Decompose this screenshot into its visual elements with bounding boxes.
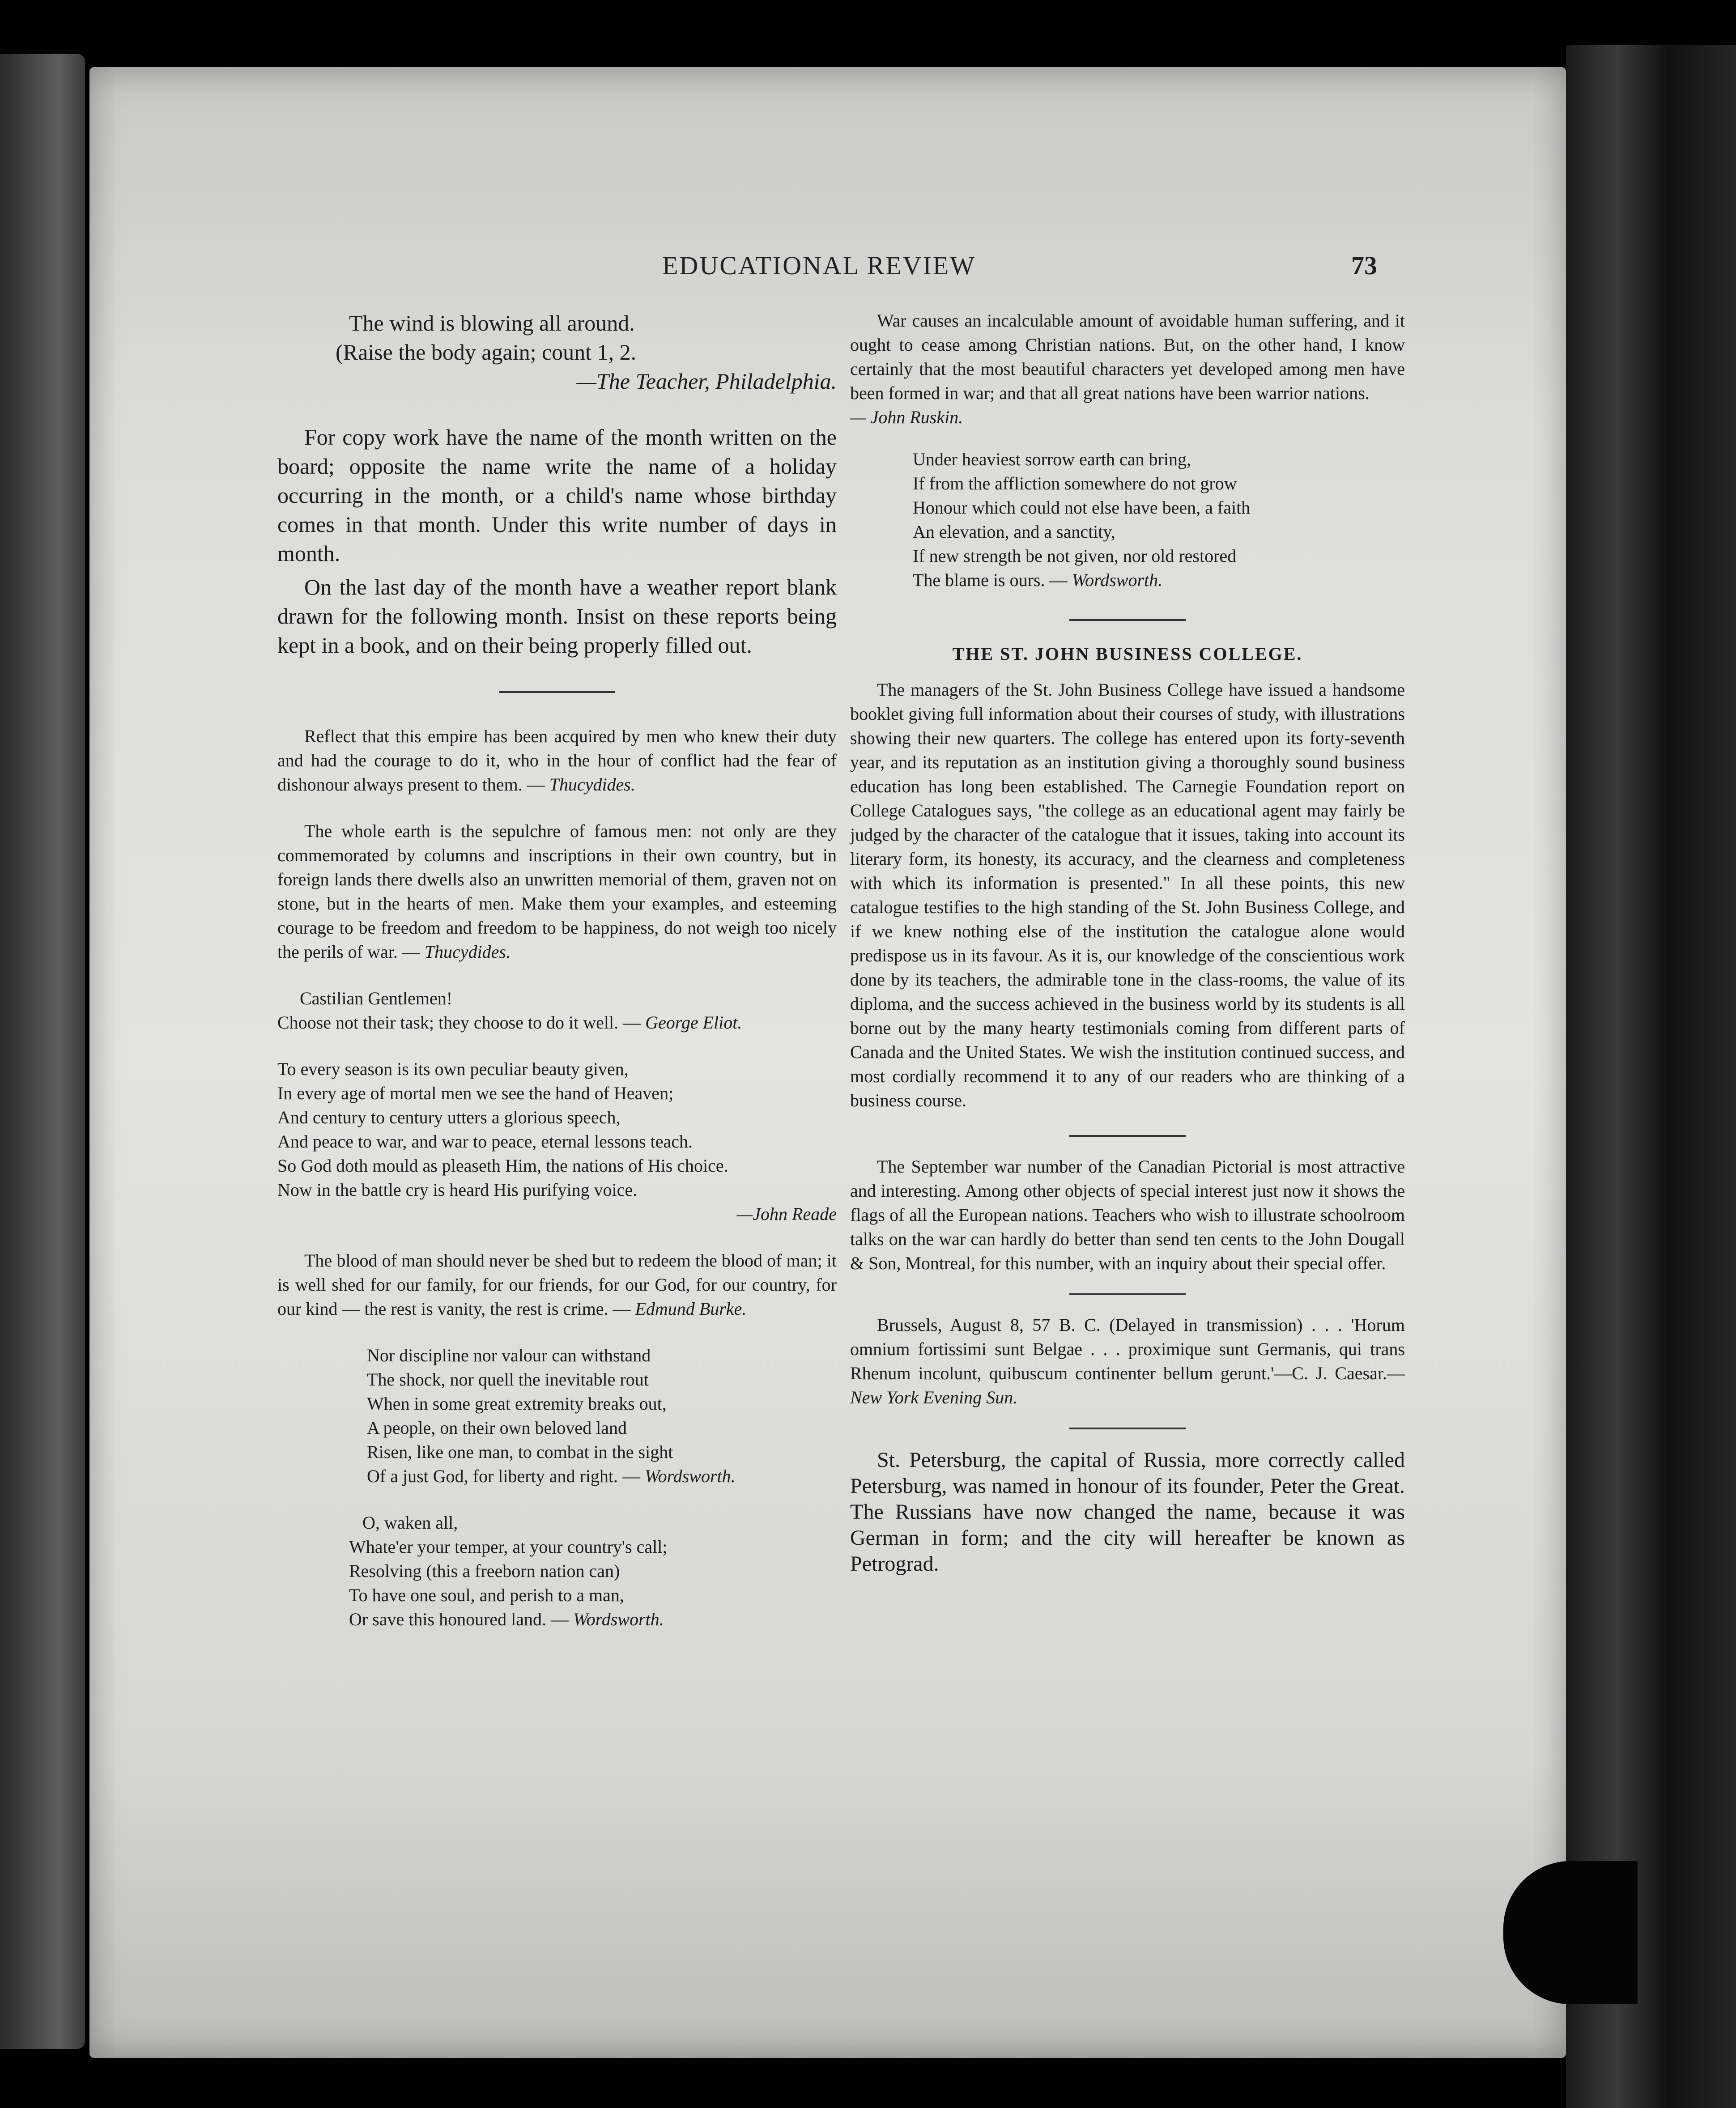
verse-line: In every age of mortal men we see the hand of Heaven;: [277, 1083, 674, 1103]
verse-line: Honour which could not else have been, a faith: [913, 497, 1251, 518]
thucydides-quote-2: [277, 819, 837, 964]
verse-line: Now in the battle cry is heard His purifying voice.: [277, 1180, 638, 1200]
paragraph-text: Brussels, August 8, 57 B. C. (Delayed in transmission) . . . 'Horum omnium fortissimi sunt Belgae . . . proximique sunt Germanis, qui trans Rhenum incolunt, quibuscum continenter bellum gerunt.'—C. J. Caesar.—: [850, 1315, 1405, 1383]
quote-text: Reflect that this empire has been acquired by men who knew their duty and had the courage to do it, who in the hour of conflict had the fear of dishonour always present to them. —: [277, 726, 837, 795]
verse-text: Of a just God, for liberty and right. —: [367, 1466, 640, 1486]
george-eliot-quote: [277, 986, 837, 1035]
divider: [1069, 1428, 1186, 1429]
wordsworth-poem-1: [277, 1343, 837, 1488]
left-column: [277, 309, 837, 1632]
weather-paragraph: On the last day of the month have a weather report blank drawn for the following month. Insist on these reports being kept in a book, and on their being properly filled out.: [277, 574, 837, 658]
poem-line: (Raise the body again; count 1, 2.: [336, 340, 637, 365]
brussels-paragraph: [850, 1313, 1405, 1410]
verse-line: Whate'er your temper, at your country's call;: [349, 1537, 668, 1557]
quote-attribution: Thucydides.: [424, 942, 511, 962]
verse-line: [349, 1607, 837, 1632]
quote-attribution: Edmund Burke.: [635, 1299, 747, 1319]
book-binding: [1566, 45, 1736, 2108]
quote-attribution: — John Ruskin.: [850, 407, 963, 427]
verse-attribution: Wordsworth.: [573, 1609, 664, 1629]
poem-line: The wind is blowing all around.: [349, 310, 635, 336]
copy-work-paragraph: For copy work have the name of the month written on the board; opposite the name write the name of a holiday occurring in the month, or a child's name whose birthday comes in that month. Under this write number of days in month.: [277, 425, 837, 566]
wordsworth-sorrow-poem: [850, 447, 1405, 592]
verse-line: O, waken all,: [362, 1513, 458, 1533]
verse-line: If new strength be not given, nor old restored: [913, 546, 1237, 566]
petersburg-paragraph: St. Petersburg, the capital of Russia, more correctly called Petersburg, was named in honour of its founder, Peter the Great. The Russians have now changed the name, because it was German in form; and the city will hereafter be known as Petrograd.: [850, 1448, 1405, 1576]
verse-line: To have one soul, and perish to a man,: [349, 1585, 624, 1605]
divider: [499, 691, 615, 693]
divider: [1069, 1293, 1186, 1295]
verse-line: And peace to war, and war to peace, eternal lessons teach.: [277, 1131, 693, 1152]
quote-text: The whole earth is the sepulchre of famous men: not only are they commemorated by columns and inscriptions in their own country, but in foreign lands there dwells also an unwritten memorial of them, graven not on stone, but in the hearts of men. Make them your examples, and esteeming courage to be freedom and freedom to be happiness, do not weigh too nicely the perils of war. —: [277, 821, 837, 962]
verse-attribution: —John Reade: [736, 1204, 837, 1224]
verse-line: [367, 1464, 837, 1488]
verse-line: If from the affliction somewhere do not grow: [913, 473, 1237, 493]
verse-text: The blame is ours. —: [913, 570, 1068, 590]
verse-line: Under heaviest sorrow earth can bring,: [913, 449, 1191, 469]
running-title: EDUCATIONAL REVIEW: [662, 251, 976, 280]
college-article: The managers of the St. John Business College have issued a handsome booklet giving full information about their courses of study, with illustrations showing their new quarters. The college has entered upon its forty-seventh year, and its reputation as an institution giving a thoroughly sound business education has long been established. The Carnegie Foundation report on College Catalogues says, "the college as an educational agent may fairly be judged by the character of the catalogue that it issues, taking into account its literary form, its honesty, its accuracy, and the clearness and completeness with which its information is presented." In all these points, this new catalogue testifies to the high standing of the St. John Business College, and if we knew nothing else of the institution the catalogue alone would predispose us in its favour. As it is, our knowledge of the conscientious work done by its teachers, the admirable tone in the class-rooms, the value of its diploma, and the success achieved in the business world by its students is all borne out by the many hearty testimonials coming from different parts of Canada and the United States. We wish the institution continued success, and most cordially recommend it to any of our readers who are thinking of a business course.: [850, 680, 1405, 1110]
right-column: [850, 309, 1405, 1577]
verse-line: [913, 568, 1405, 592]
verse-line: To every season is its own peculiar beauty given,: [277, 1059, 629, 1079]
verse-line: And century to century utters a glorious speech,: [277, 1107, 621, 1127]
verse-attribution: Wordsworth.: [645, 1466, 736, 1486]
verse-line: Resolving (this a freeborn nation can): [349, 1561, 620, 1581]
left-page-edge: [0, 54, 85, 2049]
verse-line: A people, on their own beloved land: [367, 1418, 627, 1438]
verse-line: An elevation, and a sanctity,: [913, 522, 1115, 542]
verse-attribution: Wordsworth.: [1072, 570, 1163, 590]
verse-line: The shock, nor quell the inevitable rout: [367, 1369, 649, 1390]
poem-attribution: —The Teacher, Philadelphia.: [576, 369, 837, 394]
divider: [1069, 619, 1186, 621]
verse-line: Nor discipline nor valour can withstand: [367, 1345, 651, 1365]
page-number: 73: [1351, 251, 1377, 280]
thucydides-quote-1: [277, 724, 837, 797]
quote-text: The blood of man should never be shed but to redeem the blood of man; it is well shed for our family, for our friends, for our God, for our country, for our kind — the rest is vanity, the rest is crime. —: [277, 1250, 837, 1319]
verse-line: So God doth mould as pleaseth Him, the nations of His choice.: [277, 1156, 728, 1176]
burke-quote: [277, 1249, 837, 1321]
john-reade-poem: [277, 1057, 837, 1226]
verse-line: Risen, like one man, to combat in the sight: [367, 1442, 673, 1462]
quote-line: Castilian Gentlemen!: [300, 988, 453, 1008]
ruskin-quote: War causes an incalculable amount of avoidable human suffering, and it ought to cease among Christian nations. But, on the other hand, I know certainly that the most beautiful characters yet developed among men have been formed in war; and that all great nations have been warrior nations.: [850, 310, 1405, 403]
verse-line: When in some great extremity breaks out,: [367, 1394, 667, 1414]
quote-attribution: Thucydides.: [549, 774, 635, 795]
verse-text: Or save this honoured land. —: [349, 1609, 569, 1629]
quote-attribution: George Eliot.: [645, 1012, 742, 1033]
divider: [1069, 1135, 1186, 1137]
poem-end: [277, 309, 837, 367]
page-clip: [1503, 1861, 1638, 2004]
college-heading: THE ST. JOHN BUSINESS COLLEGE.: [952, 644, 1303, 664]
quote-line: Choose not their task; they choose to do it well. —: [277, 1012, 641, 1033]
pictorial-paragraph: The September war number of the Canadian Pictorial is most attractive and interesting. Among other objects of special interest just now it shows the flags of all the European nations. Teachers who wish to illustrate schoolroom talks on the war can hardly do better than send ten cents to the John Dougall & Son, Montreal, for this number, with an inquiry about their special offer.: [850, 1156, 1405, 1273]
paragraph-attribution: New York Evening Sun.: [850, 1387, 1018, 1407]
wordsworth-poem-2: [277, 1511, 837, 1632]
